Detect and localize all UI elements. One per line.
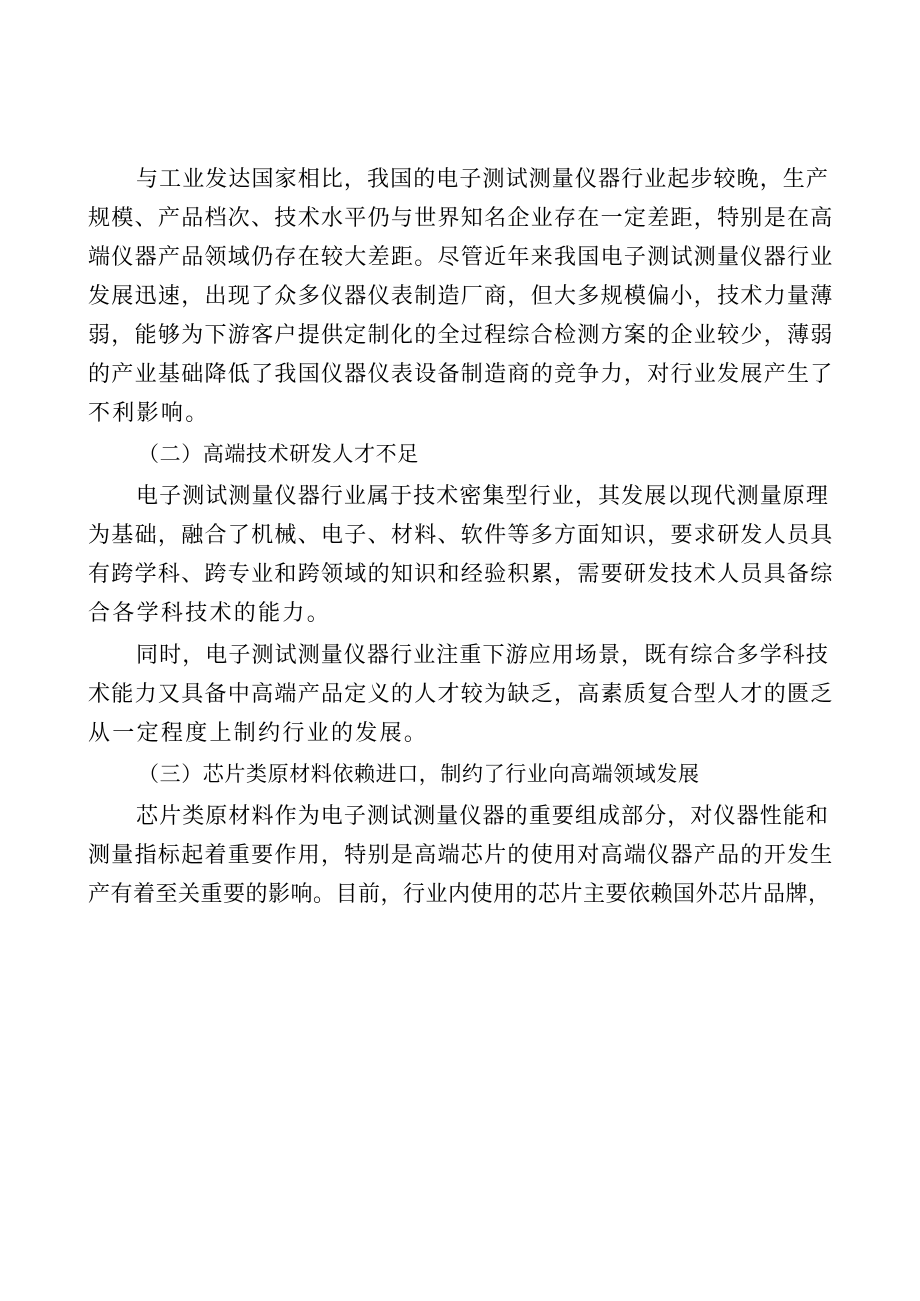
- paragraph-line: 电子测试测量仪器行业属于技术密集型行业，其发展以现代测量原理: [136, 484, 830, 509]
- paragraph-line: 测量指标起着重要作用，特别是高端芯片的使用对高端仪器产品的开发生: [88, 843, 834, 868]
- section-heading-2: （二）高端技术研发人才不足: [138, 442, 419, 466]
- paragraph-line: 产有着至关重要的影响。目前，行业内使用的芯片主要依赖国外芯片品牌，: [88, 882, 831, 907]
- paragraph-line: 术能力又具备中高端产品定义的人才较为缺乏，高素质复合型人才的匮乏: [88, 682, 834, 707]
- paragraph-2a: [88, 477, 834, 633]
- paragraph-line: 合各学科技术的能力。: [88, 601, 332, 626]
- paragraph-line: 规模、产品档次、技术水平仍与世界知名企业存在一定差距，特别是在高: [88, 206, 834, 231]
- paragraph-line: 为基础，融合了机械、电子、材料、软件等多方面知识，要求研发人员具: [88, 523, 834, 548]
- paragraph-2b: [88, 636, 834, 753]
- paragraph-3a: [88, 797, 834, 914]
- paragraph-line: 有跨学科、跨专业和跨领域的知识和经验积累，需要研发技术人员具备综: [88, 562, 834, 587]
- paragraph-line: 不利影响。: [88, 401, 210, 426]
- paragraph-line: 从一定程度上制约行业的发展。: [88, 721, 429, 746]
- paragraph-line: 同时，电子测试测量仪器行业注重下游应用场景，既有综合多学科技: [136, 643, 830, 668]
- paragraph-line: 弱，能够为下游客户提供定制化的全过程综合检测方案的企业较少，薄弱: [88, 323, 834, 348]
- paragraph-line: 端仪器产品领域仍存在较大差距。尽管近年来我国电子测试测量仪器行业: [88, 245, 834, 270]
- paragraph-line: 与工业发达国家相比，我国的电子测试测量仪器行业起步较晚，生产: [136, 167, 830, 192]
- paragraph-intro: [88, 160, 834, 433]
- section-heading-3: （三）芯片类原材料依赖进口，制约了行业向高端领域发展: [138, 762, 700, 786]
- paragraph-line: 的产业基础降低了我国仪器仪表设备制造商的竞争力，对行业发展产生了: [88, 362, 834, 387]
- document-body: [88, 160, 834, 914]
- paragraph-line: 发展迅速，出现了众多仪器仪表制造厂商，但大多规模偏小，技术力量薄: [88, 284, 834, 309]
- paragraph-line: 芯片类原材料作为电子测试测量仪器的重要组成部分，对仪器性能和: [136, 804, 830, 829]
